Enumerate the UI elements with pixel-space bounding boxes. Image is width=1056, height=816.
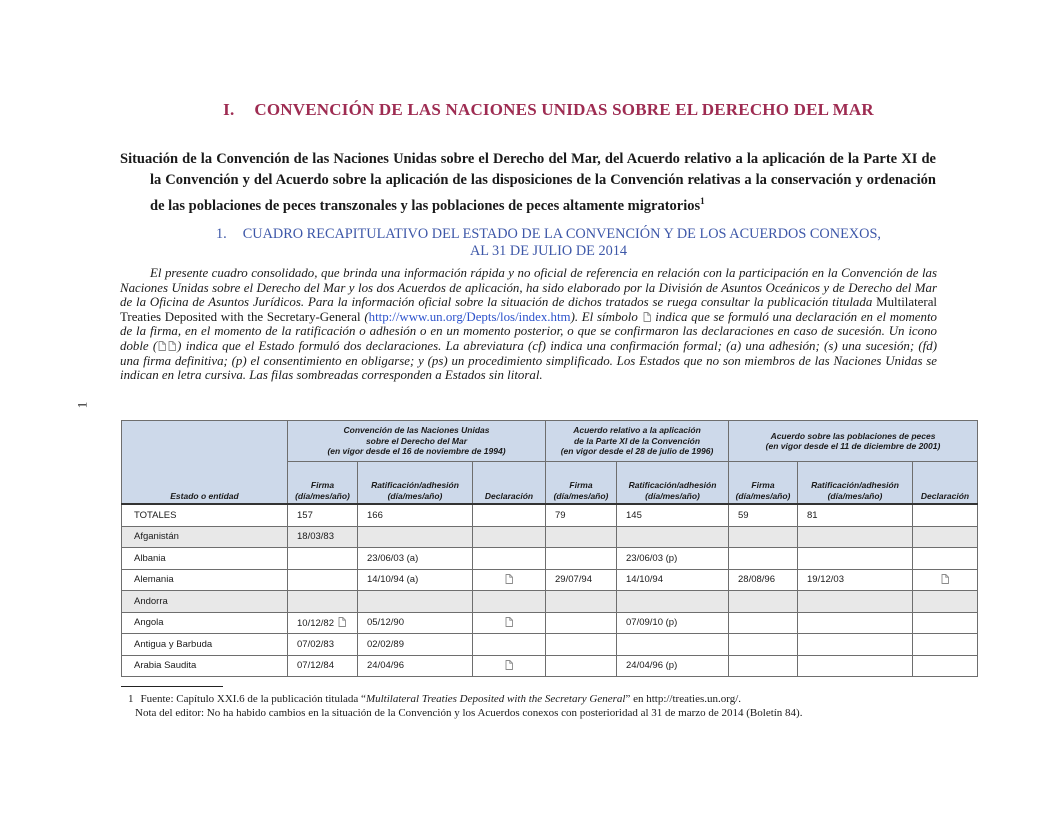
intro-seg2: ). El símbolo xyxy=(570,309,642,324)
table-cell: 145 xyxy=(617,504,729,526)
table-cell xyxy=(913,591,978,613)
table-cell xyxy=(913,612,978,634)
subtitle-text: Situación de la Convención de las Naciones Unidas sobre el Derecho del Mar, del Acuerdo relativo a la aplicación de la Parte XI de la Convención y del Acuerdo sobre la aplicación de las disposiciones de la Convención relativas a la conservación y ordenación de las poblaciones de peces transzonales y las poblaciones de peces altamente migratorios xyxy=(120,151,936,214)
footnote-source-post: ” en http://treaties.un.org/. xyxy=(625,693,742,705)
table-cell xyxy=(798,612,913,634)
column-sub-header: Declaración xyxy=(473,462,546,505)
column-sub-header: Ratificación/adhesión (día/mes/año) xyxy=(617,462,729,505)
table-cell xyxy=(913,634,978,656)
state-name-cell: Andorra xyxy=(122,591,288,613)
table-cell xyxy=(473,612,546,634)
table-cell xyxy=(288,569,358,591)
declaration-icon xyxy=(505,660,513,670)
footnote-number: 1 xyxy=(128,693,134,705)
table-cell xyxy=(913,548,978,570)
footnote xyxy=(121,692,963,720)
section-heading xyxy=(120,226,977,260)
table-row xyxy=(122,655,978,677)
table-cell: 24/04/96 xyxy=(358,655,473,677)
treaty-group-header: Acuerdo relativo a la aplicación de la Parte XI de la Convención (en vigor desde el 28 de julio de 1996) xyxy=(546,421,729,462)
document-title xyxy=(120,100,977,120)
summary-table xyxy=(121,420,978,677)
declaration-icon xyxy=(338,617,346,627)
table-cell: 81 xyxy=(798,504,913,526)
table-cell xyxy=(546,634,617,656)
table-cell xyxy=(913,504,978,526)
table-cell xyxy=(473,634,546,656)
table-cell xyxy=(473,548,546,570)
table-cell: 07/09/10 (p) xyxy=(617,612,729,634)
title-numeral: I. xyxy=(223,100,235,119)
table-cell xyxy=(617,526,729,548)
table-cell: 18/03/83 xyxy=(288,526,358,548)
table-cell xyxy=(473,504,546,526)
table-cell xyxy=(729,655,798,677)
paren-open: ( xyxy=(364,309,369,324)
table-cell xyxy=(288,591,358,613)
table-row xyxy=(122,548,978,570)
table-cell: 07/12/84 xyxy=(288,655,358,677)
footnote-line1 xyxy=(121,692,963,706)
table-cell xyxy=(288,548,358,570)
table-cell: 23/06/03 (a) xyxy=(358,548,473,570)
document-subtitle xyxy=(120,149,936,217)
table-cell xyxy=(546,655,617,677)
table-cell: 07/02/83 xyxy=(288,634,358,656)
state-name-cell: Afganistán xyxy=(122,526,288,548)
table-cell xyxy=(546,612,617,634)
table-cell xyxy=(473,655,546,677)
table-row xyxy=(122,591,978,613)
state-name-cell: Arabia Saudita xyxy=(122,655,288,677)
table-cell: 10/12/82 xyxy=(288,612,358,634)
table-cell xyxy=(729,634,798,656)
declaration-icon xyxy=(643,312,651,322)
table-row xyxy=(122,526,978,548)
table-cell xyxy=(798,548,913,570)
table-cell xyxy=(729,591,798,613)
table-cell xyxy=(798,655,913,677)
section-heading-line2: AL 31 DE JULIO DE 2014 xyxy=(469,243,628,259)
intro-seg1: El presente cuadro consolidado, que brinda una información rápida y no oficial de referencia en relación con la participación en la Convención de las Naciones Unidas sobre el Derecho del Mar y los dos Acuerdos de aplicación, ha sido elaborado por la División de Asuntos Oceánicos y de Derecho del Mar de la Oficina de Asuntos Jurídicos. Para la información oficial sobre la situación de dichos tratados se ruega consultar la publicación titulada xyxy=(120,266,937,310)
table-cell xyxy=(617,634,729,656)
column-sub-header: Ratificación/adhesión (día/mes/año) xyxy=(358,462,473,505)
state-name-cell: Angola xyxy=(122,612,288,634)
section-heading-line1 xyxy=(120,226,977,243)
treaty-group-header: Convención de las Naciones Unidas sobre el Derecho del Mar (en vigor desde el 16 de noviembre de 1994) xyxy=(288,421,546,462)
state-name-cell: Antigua y Barbuda xyxy=(122,634,288,656)
declaration-icon xyxy=(505,574,513,584)
column-sub-header: Ratificación/adhesión (día/mes/año) xyxy=(798,462,913,505)
publication-title: Multilateral Treaties Deposited with the Secretary-General xyxy=(120,295,937,324)
section-heading-numeral: 1. xyxy=(216,226,227,242)
column-sub-header: Firma (día/mes/año) xyxy=(546,462,617,505)
table-cell xyxy=(798,591,913,613)
column-sub-header: Firma (día/mes/año) xyxy=(288,462,358,505)
table-cell xyxy=(913,569,978,591)
state-name-cell: TOTALES xyxy=(122,504,288,526)
intro-paragraph xyxy=(120,266,937,383)
intro-seg4: ) indica que el Estado formuló dos declaraciones. La abreviatura (cf) indica una confirmación formal; (a) una adhesión; (s) una sucesión; (fd) una firma definitiva; (p) el consentimiento en obligarse; y (ps) un procedimiento simplificado. Los Estados que no son miembros de las Naciones Unidas se indican en letra cursiva. Las filas sombreadas corresponden a Estados sin litoral. xyxy=(120,338,937,383)
table-cell xyxy=(546,591,617,613)
declaration-icon xyxy=(168,341,176,351)
table-cell xyxy=(473,526,546,548)
table-cell: 28/08/96 xyxy=(729,569,798,591)
footnote-publication-title: Multilateral Treaties Deposited with the Secretary General xyxy=(365,693,626,705)
table-cell: 29/07/94 xyxy=(546,569,617,591)
table-cell: 157 xyxy=(288,504,358,526)
column-sub-header: Declaración xyxy=(913,462,978,505)
declaration-icon xyxy=(941,574,949,584)
table-cell xyxy=(358,591,473,613)
table-cell: 59 xyxy=(729,504,798,526)
un-depts-los-link[interactable]: http://www.un.org/Depts/los/index.htm xyxy=(368,309,571,324)
table-cell: 14/10/94 (a) xyxy=(358,569,473,591)
table-cell: 05/12/90 xyxy=(358,612,473,634)
table-cell xyxy=(358,526,473,548)
table-cell: 24/04/96 (p) xyxy=(617,655,729,677)
subtitle-footnote-ref: 1 xyxy=(700,196,705,206)
table-cell xyxy=(798,634,913,656)
footnote-source-pre: Fuente: Capítulo XXI.6 de la publicación titulada “ xyxy=(140,693,366,705)
table-row xyxy=(122,612,978,634)
table-cell xyxy=(546,526,617,548)
section-heading-text: CUADRO RECAPITULATIVO DEL ESTADO DE LA CONVENCIÓN Y DE LOS ACUERDOS CONEXOS, xyxy=(242,226,881,242)
declaration-icon xyxy=(158,341,166,351)
table-cell: 166 xyxy=(358,504,473,526)
table-cell: 19/12/03 xyxy=(798,569,913,591)
table-cell xyxy=(473,591,546,613)
title-text: CONVENCIÓN DE LAS NACIONES UNIDAS SOBRE EL DERECHO DEL MAR xyxy=(254,100,874,119)
table-cell xyxy=(913,526,978,548)
table-cell xyxy=(473,569,546,591)
table-cell xyxy=(729,612,798,634)
declaration-icon xyxy=(505,617,513,627)
table-cell: 02/02/89 xyxy=(358,634,473,656)
table-cell xyxy=(913,655,978,677)
table-cell xyxy=(798,526,913,548)
table-cell xyxy=(729,526,798,548)
table-cell xyxy=(617,591,729,613)
table-row xyxy=(122,504,978,526)
treaty-group-header: Acuerdo sobre las poblaciones de peces (en vigor desde el 11 de diciembre de 2001) xyxy=(729,421,978,462)
table-row xyxy=(122,634,978,656)
page-number: 1 xyxy=(74,401,90,409)
footnote-line2: Nota del editor: No ha habido cambios en la situación de la Convención y los Acuerdos conexos con posterioridad al 31 de marzo de 2014 (Boletín 84). xyxy=(135,707,803,719)
table-cell xyxy=(546,548,617,570)
table-cell: 23/06/03 (p) xyxy=(617,548,729,570)
state-name-cell: Alemania xyxy=(122,569,288,591)
intro-seg3: indica que se formuló una declaración en el momento de la firma, en el momento de la ratificación o adhesión o en un momento posterior, o que se confirmaron las declaraciones en caso de sucesión. Un icono doble ( xyxy=(120,309,937,353)
column-sub-header: Firma (día/mes/año) xyxy=(729,462,798,505)
col-header-estado-o-entidad: Estado o entidad xyxy=(122,421,288,505)
table-row xyxy=(122,569,978,591)
footnote-separator xyxy=(121,686,223,687)
state-name-cell: Albania xyxy=(122,548,288,570)
table-cell: 79 xyxy=(546,504,617,526)
table-cell xyxy=(729,548,798,570)
table-cell: 14/10/94 xyxy=(617,569,729,591)
